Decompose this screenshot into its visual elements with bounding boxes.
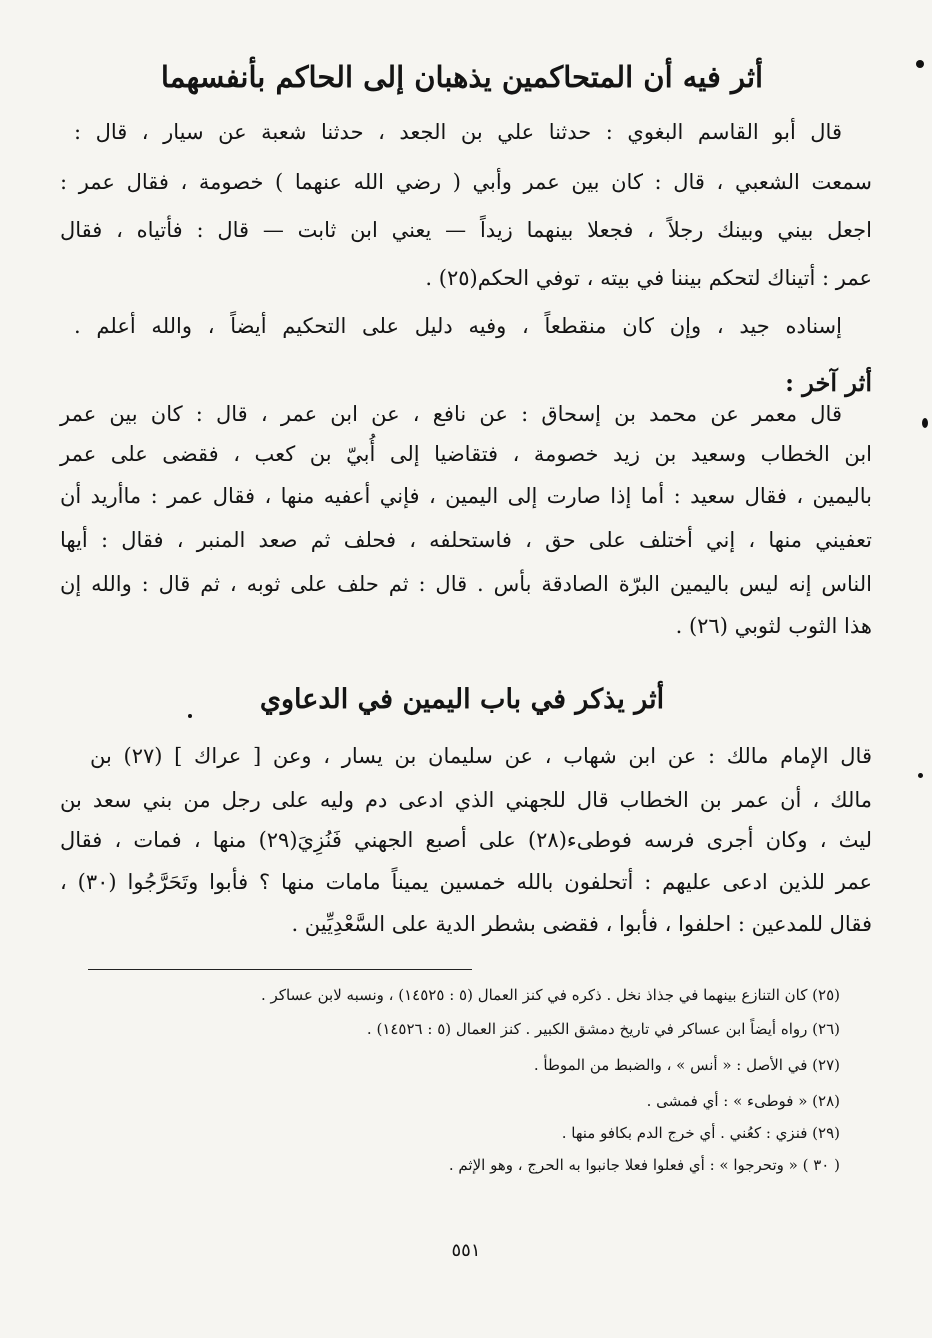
text-line: ليث ، وكان أجرى فرسه فوطىء(٢٨) على أصبع الجهني فَنُزِيَ(٢٩) منها ، فمات ، فقال [60, 828, 872, 852]
scan-mark [916, 60, 924, 68]
section-heading-2: أثر آخر : [785, 368, 872, 397]
footnote: (٢٨) « فوطىء » : أي فمشى . [646, 1092, 840, 1110]
scan-mark [918, 773, 923, 778]
text-line: تعفيني منها ، إني أختلف على حق ، فاستحلفه ، فحلف ثم صعد المنبر ، فقال : أيها [60, 528, 872, 552]
footnote: (٢٩) فنزي : كعُني . أي خرج الدم بكافو منها . [561, 1124, 840, 1142]
text-line: الناس إنه ليس باليمين البرّة الصادقة بأس . قال : ثم حلف على ثوبه ، ثم قال : والله إن [60, 572, 872, 596]
footnote: (٢٦) رواه أيضاً ابن عساكر في تاريخ دمشق الكبير . كنز العمال (٥ : ١٤٥٢٦) . [366, 1020, 840, 1038]
section-heading-3: أثر يذكر في باب اليمين في الدعاوي [259, 684, 665, 715]
footnote-separator [88, 969, 472, 970]
text-line: قال معمر عن محمد بن إسحاق : عن نافع ، عن ابن عمر ، قال : كان بين عمر [60, 402, 842, 426]
text-line: عمر : أتيناك لتحكم بيننا في بيته ، توفي الحكم(٢٥) . [425, 266, 872, 290]
page-number: ٥٥١ [451, 1240, 481, 1261]
footnote: (٢٧) في الأصل : « أنس » ، والضبط من الموطأ . [533, 1056, 840, 1074]
footnote: ( ٣٠ ) « وتحرجوا » : أي فعلوا فعلا جانبوا به الحرج ، وهو الإثم . [448, 1156, 840, 1174]
text-line: سمعت الشعبي ، قال : كان بين عمر وأبي ( رضي الله عنهما ) خصومة ، فقال عمر : [60, 170, 872, 194]
scan-mark [188, 714, 192, 718]
text-line: باليمين ، فقال سعيد : أما إذا صارت إلى اليمين ، فإني أعفيه منها ، فقال عمر : ماأريد أن [60, 484, 872, 508]
text-line: قال الإمام مالك : عن ابن شهاب ، عن سليمان بن يسار ، وعن [ عراك ] (٢٧) بن [90, 744, 872, 768]
text-line: عمر للذين ادعى عليهم : أتحلفون بالله خمسين يميناً مامات منها ؟ فأبوا وتَحَرَّجُوا (٣٠) ، [60, 870, 872, 894]
text-line: مالك ، أن عمر بن الخطاب قال للجهني الذي ادعى دم وليه على رجل من بني سعد بن [60, 788, 872, 812]
text-line: فقال للمدعين : احلفوا ، فأبوا ، فقضى بشطر الدية على السَّعْدِيِّين . [291, 912, 872, 936]
text-line: إسناده جيد ، وإن كان منقطعاً ، وفيه دليل على التحكيم أيضاً ، والله أعلم . [74, 314, 842, 338]
section-heading-1: أثر فيه أن المتحاكمين يذهبان إلى الحاكم بأنفسهما [160, 60, 764, 94]
text-line: قال أبو القاسم البغوي : حدثنا علي بن الجعد ، حدثنا شعبة عن سيار ، قال : [74, 120, 842, 144]
text-line: اجعل بيني وبينك رجلاً ، فجعلا بينهما زيداً — يعني ابن ثابت — قال : فأتياه ، فقال [60, 218, 872, 242]
text-line: هذا الثوب لثوبي (٢٦) . [675, 614, 872, 638]
scan-mark [922, 418, 928, 428]
footnote: (٢٥) كان التنازع بينهما في جذاذ نخل . ذكره في كنز العمال (٥ : ١٤٥٢٥) ، ونسبه لابن عساكر . [260, 986, 840, 1004]
text-line: ابن الخطاب وسعيد بن زيد خصومة ، فتقاضيا إلى أُبيّ بن كعب ، فقضى على عمر [60, 442, 872, 466]
